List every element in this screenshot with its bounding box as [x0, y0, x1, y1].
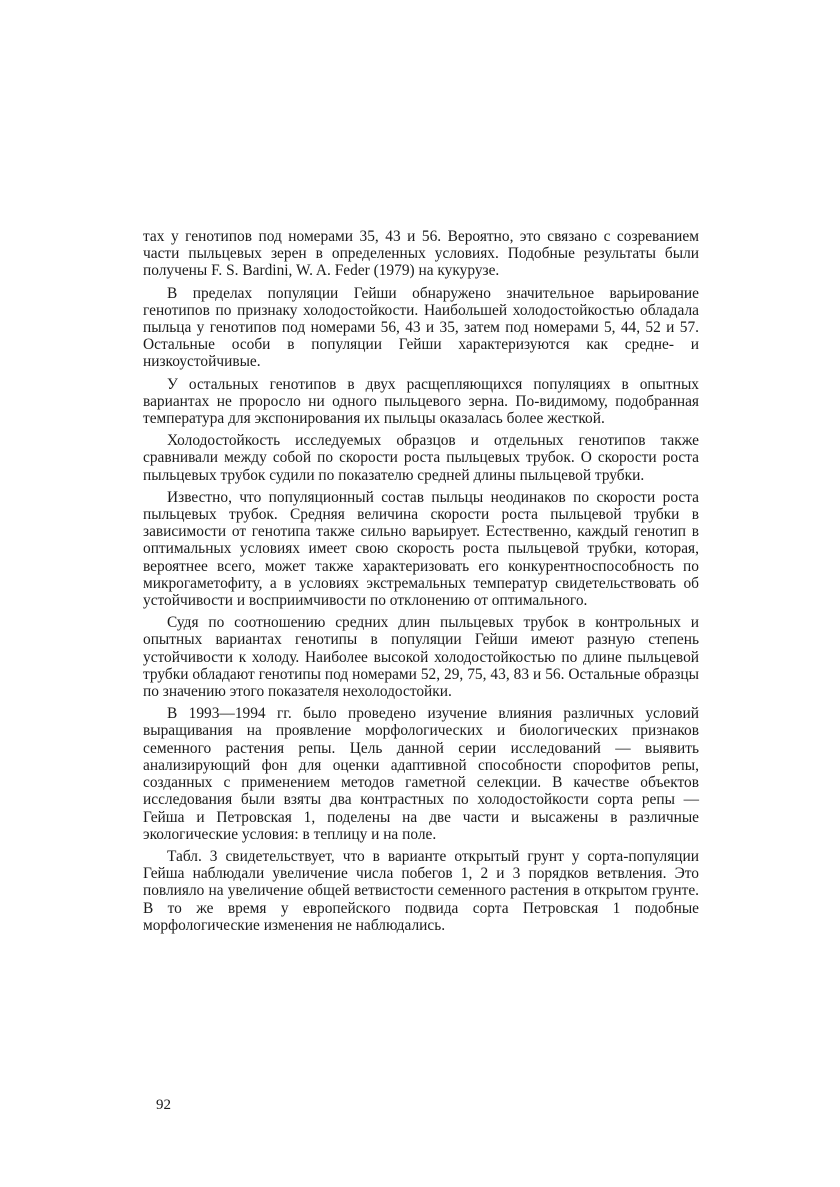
paragraph-1: тах у генотипов под номерами 35, 43 и 56. Вероятно, это связано с созреванием части пыльцевых зерен в определенных условиях. Подобные результаты были получены F. S. Bardini, W. A. Feder (1979) на кукурузе. [143, 228, 699, 280]
paragraph-4: Холодостойкость исследуемых образцов и отдельных генотипов также сравнивали между собой по скорости роста пыльцевых трубок. О скорости роста пыльцевых трубок судили по показателю средней длины пыльцевой трубки. [143, 432, 699, 484]
body-text [143, 228, 699, 939]
paragraph-2: В пределах популяции Гейши обнаружено значительное варьирование генотипов по признаку холодостойкости. Наибольшей холодостойкостью обладала пыльца у генотипов под номерами 56, 43 и 35, затем под номерами 5, 44, 52 и 57. Остальные особи в популяции Гейши характеризуются как средне- и низкоустойчивые. [143, 284, 699, 371]
paragraph-6: Судя по соотношению средних длин пыльцевых трубок в контрольных и опытных вариантах генотипы в популяции Гейши имеют разную степень устойчивости к холоду. Наиболее высокой холодостойкостью по длине пыльцевой трубки обладают генотипы под номерами 52, 29, 75, 43, 83 и 56. Остальные образцы по значению этого показателя нехолодостойки. [143, 614, 699, 701]
paragraph-5: Известно, что популяционный состав пыльцы неодинаков по скорости роста пыльцевых трубок. Средняя величина скорости роста пыльцевой трубки в зависимости от генотипа также сильно варьирует. Естественно, каждый генотип в оптимальных условиях имеет свою скорость роста пыльцевой трубки, которая, вероятнее всего, может также характеризовать его конкурентноспособность по микрогаметофиту, а в условиях экстремальных температур свидетельствовать об устойчивости и восприимчивости по отклонению от оптимального. [143, 488, 699, 610]
paragraph-8: Табл. 3 свидетельствует, что в варианте открытый грунт у сорта-популяции Гейша наблюдали увеличение числа побегов 1, 2 и 3 порядков ветвления. Это повлияло на увеличение общей ветвистости семенного растения в открытом грунте. В то же время у европейского подвида сорта Петровская 1 подобные морфологические изменения не наблюдались. [143, 847, 699, 934]
paragraph-3: У остальных генотипов в двух расщепляющихся популяциях в опытных вариантах не проросло ни одного пыльцевого зерна. По-видимому, подобранная температура для экспонирования их пыльцы оказалась более жесткой. [143, 375, 699, 428]
paragraph-7: В 1993—1994 гг. было проведено изучение влияния различных условий выращивания на проявление морфологических и биологических признаков семенного растения репы. Цель данной серии исследований — выявить анализирующий фон для оценки адаптивной способности спорофитов репы, созданных с применением методов гаметной селекции. В качестве объектов исследования были взяты два контрастных по холодостойкости сорта репы — Гейша и Петровская 1, поделены на две части и высажены в различные экологические условия: в теплицу и на поле. [143, 705, 699, 843]
page-number: 92 [156, 1097, 171, 1113]
